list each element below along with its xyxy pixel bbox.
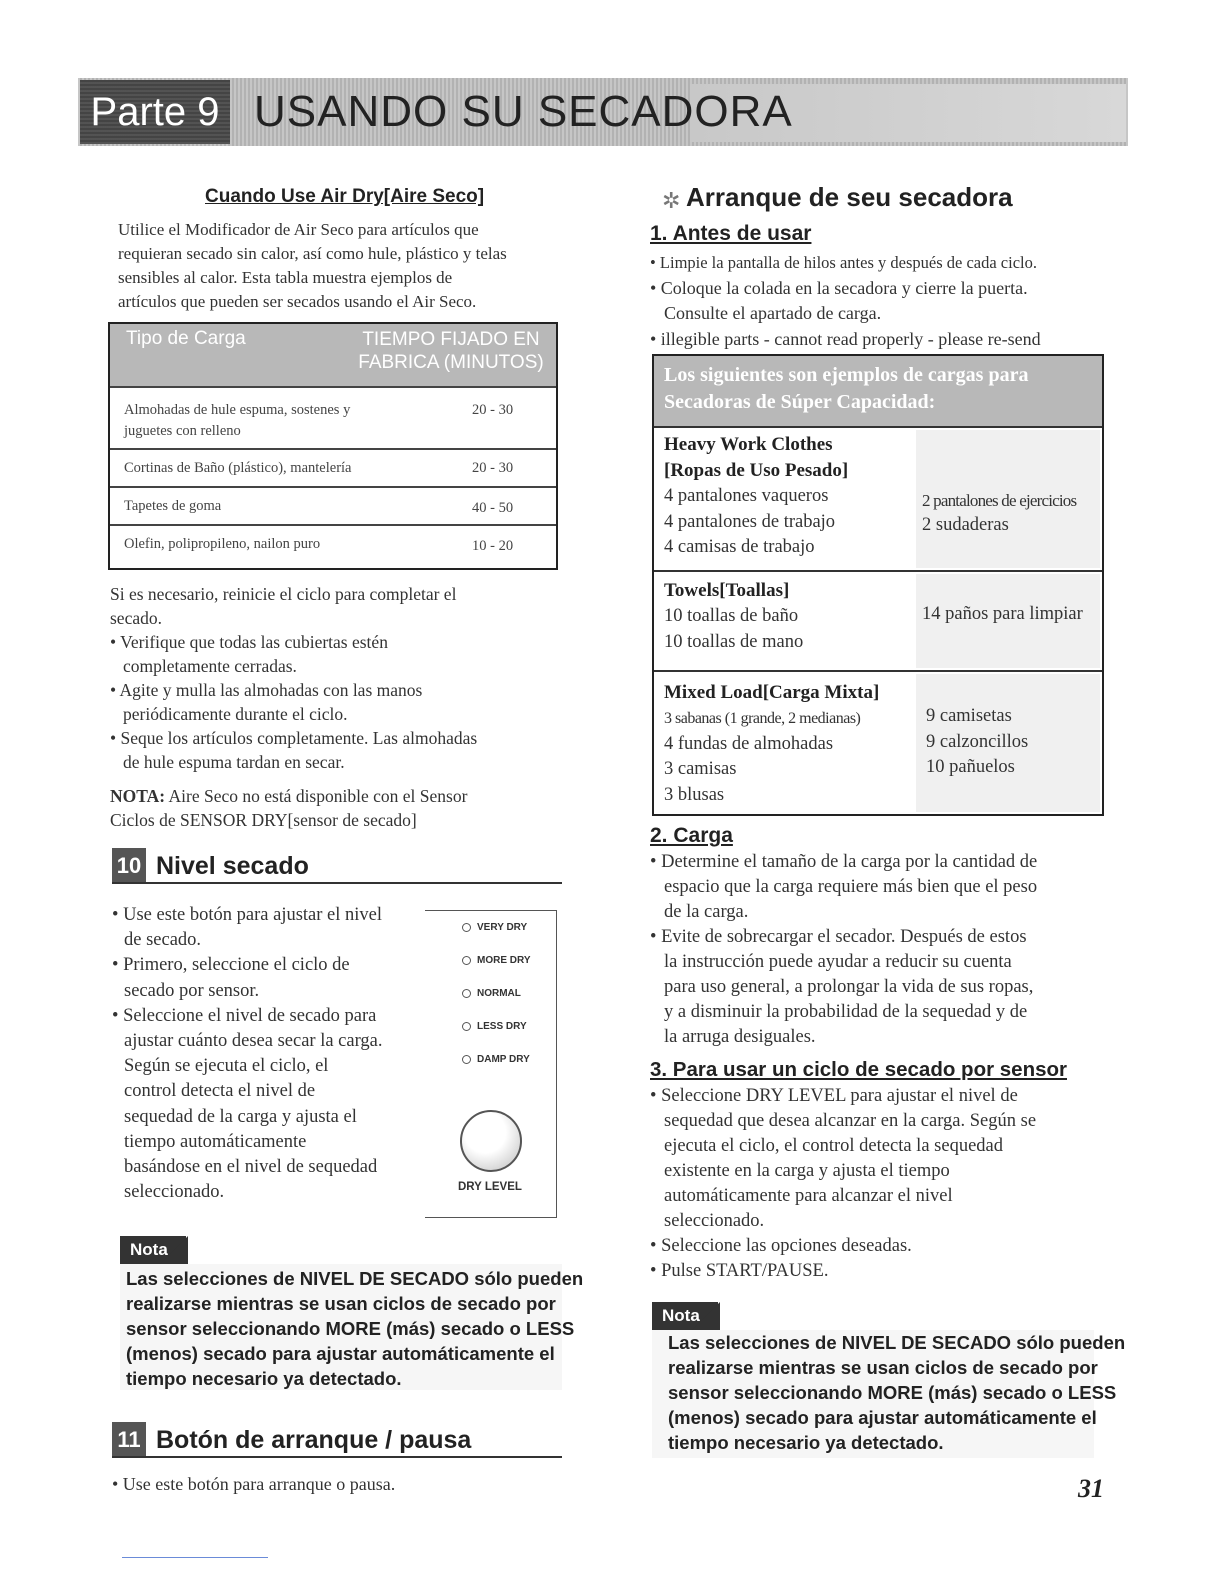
table-col-type: Tipo de Carga (126, 328, 246, 349)
carga-heading: 2. Carga (650, 824, 733, 847)
body-line: Consulte el apartado de carga. (664, 303, 882, 323)
air-dry-note (110, 784, 467, 832)
mixed-extras (926, 704, 1028, 781)
nota-line: tiempo necesario ya detectado. (126, 1368, 402, 1389)
body-line: • Limpie la pantalla de hilos antes y después de cada ciclo. (650, 253, 1037, 272)
sensor-body (650, 1084, 1036, 1284)
body-line: de la carga. (664, 902, 749, 922)
body-line: seleccionado. (664, 1211, 765, 1231)
group-extra: 9 camisetas (926, 706, 1012, 726)
antes-heading: 1. Antes de usar (650, 222, 812, 245)
body-line: automáticamente para alcanzar el nivel (664, 1186, 953, 1206)
group-item: 4 camisas de trabajo (664, 537, 815, 557)
body-line: y a disminuir la probabilidad de la sequedad y de (664, 1002, 1028, 1022)
bullet-line: de hule espuma tardan en secar. (123, 752, 345, 772)
table-head-line: Los siguientes son ejemplos de cargas para (664, 364, 1029, 386)
body-line: • Coloque la colada en la secadora y cierre la puerta. (650, 277, 1028, 298)
table-row (110, 524, 556, 570)
body-line: • Seleccione DRY LEVEL para ajustar el nivel de (650, 1086, 1018, 1106)
nota-text-left (126, 1266, 583, 1391)
row-time: 10 - 20 (472, 538, 514, 554)
table-head-line: Secadoras de Súper Capacidad: (664, 391, 936, 413)
body-line: Según se ejecuta el ciclo, el (124, 1056, 329, 1077)
section-11-title: Botón de arranque / pausa (156, 1426, 472, 1454)
antes-body (650, 250, 1041, 352)
air-dry-bullets (110, 630, 477, 774)
body-line: • Evite de sobrecargar el secador. Después de estos (650, 927, 1027, 947)
carga-body (650, 850, 1037, 1050)
dry-level-knob-icon[interactable] (460, 1110, 522, 1172)
bullet-line: periódicamente durante el ciclo. (123, 704, 348, 724)
intro-line: Utilice el Modificador de Air Seco para artículos que (118, 220, 479, 239)
load-group-mixed (664, 680, 879, 808)
dry-option-normal[interactable] (462, 988, 521, 999)
air-dry-after (110, 582, 456, 630)
body-line: la instrucción puede ayudar a reducir su cuenta (664, 952, 1012, 972)
note-text: Aire Seco no está disponible con el Sensor (165, 786, 468, 806)
body-line: ejecuta el ciclo, el control detecta la sequedad (664, 1136, 1003, 1156)
table-row (110, 448, 556, 488)
group-item: 4 pantalones de trabajo (664, 511, 836, 532)
dry-option-less-dry[interactable] (462, 1021, 527, 1032)
group-item: 10 toallas de baño (664, 606, 799, 626)
row-item: Almohadas de hule espuma, sostenes y (124, 402, 351, 418)
group-category: Mixed Load[Carga Mixta] (664, 682, 880, 703)
body-line: • Determine el tamaño de la carga por la cantidad de (650, 852, 1038, 872)
section-10-body (112, 903, 383, 1205)
nota-line: tiempo necesario ya detectado. (668, 1432, 944, 1453)
nota-text-right (668, 1330, 1125, 1455)
body-line: existente en la carga y ajusta el tiempo (664, 1161, 950, 1181)
body-line: control detecta el nivel de (124, 1081, 316, 1102)
option-label: NORMAL (477, 988, 521, 999)
part-label: Parte 9 (90, 90, 220, 134)
nota-line: Las selecciones de NIVEL DE SECADO sólo pueden (126, 1268, 584, 1289)
body-line: ajustar cuánto desea secar la carga. (124, 1031, 383, 1052)
section-10-number: 10 (112, 848, 146, 884)
table-row (110, 486, 556, 526)
group-category: Heavy Work Clothes (664, 434, 833, 455)
load-table-title (664, 362, 1028, 416)
air-dry-intro (118, 218, 507, 314)
table-row (110, 386, 556, 450)
row-time: 20 - 30 (472, 460, 514, 476)
dry-option-more-dry[interactable] (462, 955, 531, 966)
group-item: 3 blusas (664, 784, 725, 805)
body-line: • Use este botón para ajustar el nivel (112, 905, 383, 925)
option-label: VERY DRY (477, 922, 528, 933)
nota-line: (menos) secado para ajustar automáticamente el (126, 1343, 555, 1364)
text-line: Si es necesario, reinicie el ciclo para completar el (110, 584, 457, 604)
section-11-body: • Use este botón para arranque o pausa. (112, 1474, 396, 1494)
note-label: NOTA: (110, 786, 166, 806)
intro-line: artículos que pueden ser secados usando el Air Seco. (118, 292, 477, 311)
option-label: MORE DRY (477, 955, 531, 966)
group-item: 4 fundas de almohadas (664, 733, 834, 754)
load-group-towels (664, 578, 803, 655)
group-category: [Ropas de Uso Pesado] (664, 460, 849, 481)
row-time: 40 - 50 (472, 500, 514, 516)
group-item: 3 sabanas (1 grande, 2 medianas) (664, 710, 861, 727)
nota-tag-left: Nota (120, 1236, 186, 1264)
table-divider (654, 570, 1102, 572)
table-divider (654, 426, 1102, 428)
group-extra: 2 pantalones de ejercicios (922, 491, 1077, 510)
row-item: Cortinas de Baño (plástico), mantelería (124, 460, 352, 476)
nota-tag-arrow (692, 1302, 720, 1330)
body-line: basándose en el nivel de sequedad (124, 1157, 378, 1178)
row-item: Olefin, polipropileno, nailon puro (124, 536, 321, 552)
section-11-rule (112, 1456, 562, 1458)
sensor-heading: 3. Para usar un ciclo de secado por sensor (650, 1058, 1067, 1081)
bullet-line: • Seque los artículos completamente. Las almohadas (110, 728, 478, 748)
radio-icon (462, 923, 471, 932)
nota-line: (menos) secado para ajustar automáticamente el (668, 1407, 1097, 1428)
body-line: • Pulse START/PAUSE. (650, 1261, 829, 1281)
bullet-line: • Agite y mulla las almohadas con las manos (110, 680, 423, 700)
text-line: secado. (110, 608, 162, 628)
group-item: 3 camisas (664, 759, 737, 779)
page-title: USANDO SU SECADORA (254, 87, 793, 136)
group-extra: 10 pañuelos (926, 757, 1015, 777)
dry-option-very-dry[interactable] (462, 922, 527, 933)
intro-line: requieran secado sin calor, así como hule, plástico y telas (118, 244, 507, 263)
air-dry-heading: Cuando Use Air Dry[Aire Seco] (205, 186, 485, 207)
section-10-rule (112, 882, 562, 884)
group-extra: 2 sudaderas (922, 515, 1009, 535)
body-line: seleccionado. (124, 1182, 225, 1203)
dry-option-damp-dry[interactable] (462, 1054, 530, 1065)
right-title: Arranque de seu secadora (686, 182, 1013, 212)
group-extra: 9 calzoncillos (926, 731, 1029, 752)
radio-icon (462, 989, 471, 998)
table-col-time (356, 328, 546, 374)
nota-tag-arrow (160, 1236, 188, 1264)
option-label: DAMP DRY (477, 1054, 530, 1065)
body-line: sequedad que desea alcanzar en la carga. Según se (664, 1111, 1037, 1131)
body-line: • Seleccione el nivel de secado para (112, 1005, 377, 1026)
radio-icon (462, 1022, 471, 1031)
body-line: • Seleccione las opciones deseadas. (650, 1236, 912, 1256)
nota-line: realizarse mientras se usan ciclos de secado por (668, 1357, 1098, 1378)
group-item: 10 toallas de mano (664, 631, 804, 652)
body-line: de secado. (124, 930, 202, 951)
body-line: para uso general, a prolongar la vida de sus ropas, (664, 977, 1034, 997)
group-category: Towels[Toallas] (664, 580, 790, 601)
bullet-line: • Verifique que todas las cubiertas estén (110, 632, 388, 652)
footer-rule (122, 1557, 268, 1558)
radio-icon (462, 1055, 471, 1064)
body-line: secado por sensor. (124, 980, 260, 1001)
group-item: 4 pantalones vaqueros (664, 486, 829, 506)
nota-tag-right: Nota (652, 1302, 718, 1330)
load-group-heavy (664, 432, 848, 561)
bullet-line: completamente cerradas. (123, 656, 297, 676)
col-time-line1: TIEMPO FIJADO EN (362, 329, 540, 350)
col-time-line2: FABRICA (MINUTOS) (358, 352, 544, 373)
row-item: juguetes con relleno (124, 423, 241, 439)
body-line: • illegible parts - cannot read properly - please re-send (650, 328, 1041, 349)
body-line: espacio que la carga requiere más bien que el peso (664, 877, 1038, 897)
section-10-title: Nivel secado (156, 852, 309, 880)
note-text: Ciclos de SENSOR DRY[sensor de secado] (110, 810, 417, 830)
nota-line: sensor seleccionando MORE (más) secado o LESS (126, 1318, 575, 1339)
page-number: 31 (1078, 1474, 1104, 1503)
body-line: • Primero, seleccione el ciclo de (112, 955, 350, 976)
nota-line: Las selecciones de NIVEL DE SECADO sólo pueden (668, 1332, 1126, 1353)
sun-icon: ✲ (662, 188, 681, 213)
section-11-number: 11 (112, 1422, 146, 1458)
nota-line: sensor seleccionando MORE (más) secado o LESS (668, 1382, 1117, 1403)
dry-level-label: DRY LEVEL (458, 1181, 522, 1193)
row-item: Tapetes de goma (124, 498, 222, 514)
option-label: LESS DRY (477, 1021, 527, 1032)
row-time: 20 - 30 (472, 402, 514, 418)
table-divider (654, 670, 1102, 672)
body-line: sequedad de la carga y ajusta el (124, 1106, 357, 1127)
body-line: tiempo automáticamente (124, 1131, 307, 1152)
group-extra: 14 paños para limpiar (922, 604, 1083, 624)
body-line: la arruga desiguales. (664, 1027, 816, 1047)
radio-icon (462, 956, 471, 965)
intro-line: sensibles al calor. Esta tabla muestra ejemplos de (118, 268, 453, 287)
nota-line: realizarse mientras se usan ciclos de secado por (126, 1293, 556, 1314)
